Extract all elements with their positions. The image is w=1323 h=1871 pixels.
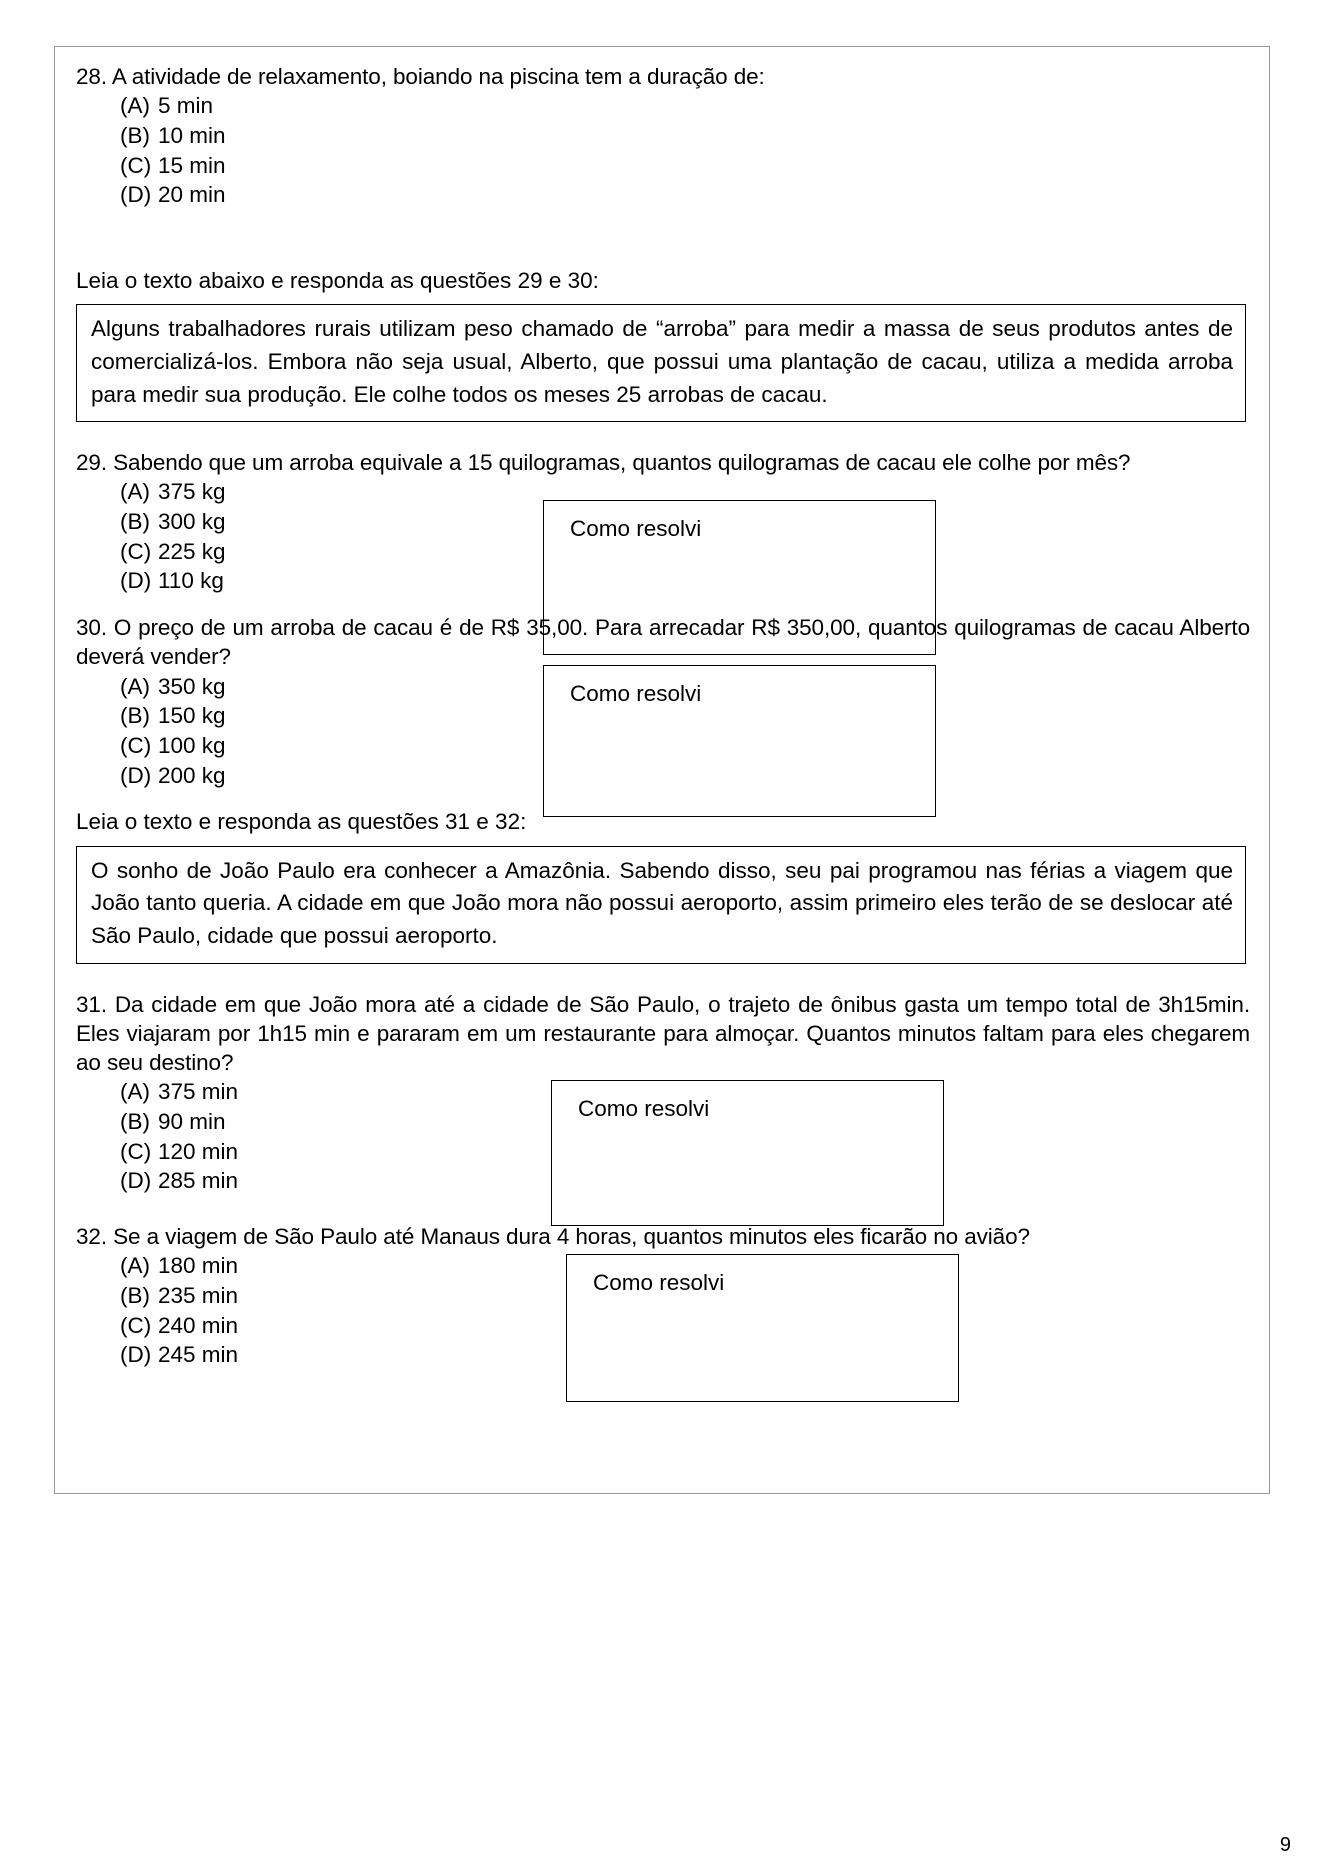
- reading-2-body: O sonho de João Paulo era conhecer a Amazônia. Sabendo disso, seu pai programou nas férias a viagem que João tanto queria. A cidade em que João mora não possui aeroporto, assim primeiro eles terão de se deslocar até São Paulo, cidade que possui aeroporto.: [91, 857, 1233, 948]
- alternative-b-text: 300 kg: [158, 509, 226, 535]
- alternative-d-key: (D): [120, 1342, 152, 1368]
- work-area-label: Como resolvi: [570, 681, 702, 707]
- alternative-b-key: (B): [120, 703, 150, 729]
- alternative-a-key: (A): [120, 93, 150, 119]
- alternative-c-text: 100 kg: [158, 733, 226, 758]
- alternative-c-key: (C): [120, 733, 152, 758]
- question-31: [76, 990, 1254, 1197]
- alternative-d-key: (D): [120, 568, 152, 594]
- alternative-d-key: (D): [120, 182, 152, 208]
- alternative-c-key: (C): [120, 1312, 152, 1338]
- alternative-a-text: 180 min: [158, 1253, 239, 1279]
- alternative-a-text: 350 kg: [158, 673, 226, 699]
- alternative-d-key: (D): [120, 1168, 152, 1194]
- alternative-c-text: 240 min: [158, 1312, 239, 1338]
- question-31-work-area[interactable]: [551, 1080, 944, 1226]
- reading-passage-2: [76, 807, 1254, 963]
- alternative-a-text: 375 min: [158, 1079, 239, 1105]
- alternative-d-text: 200 kg: [158, 762, 226, 788]
- spacer: [76, 295, 1254, 304]
- work-area-label: Como resolvi: [593, 1270, 725, 1295]
- alternative-a-key: (A): [120, 479, 150, 505]
- spacer: [76, 422, 1254, 448]
- question-29-stem: 29. Sabendo que um arroba equivale a 15 quilogramas, quantos quilogramas de cacau ele colhe por mês?: [76, 450, 1131, 476]
- alternative-d-text: 20 min: [158, 182, 226, 208]
- question-31-stem: 31. Da cidade em que João mora até a cidade de São Paulo, o trajeto de ônibus gasta um tempo total de 3h15min. Eles viajaram por 1h15 min e pararam em um restaurante para almoçar. Quantos minutos faltam para eles chegarem ao seu destino?: [76, 991, 1250, 1075]
- page-number: 9: [1279, 1834, 1291, 1856]
- alternative-c-text: 120 min: [158, 1138, 239, 1164]
- reading-1-lead-in: Leia o texto abaixo e responda as questões 29 e 30:: [76, 268, 599, 293]
- alternative-c-key: (C): [120, 1138, 152, 1164]
- reading-1-body: Alguns trabalhadores rurais utilizam peso chamado de “arroba” para medir a massa de seus produtos antes de comercializá-los. Embora não seja usual, Alberto, que possui uma plantação de cacau, utiliza a medida arroba para medir sua produção. Ele colhe todos os meses 25 arrobas de cacau.: [91, 316, 1233, 407]
- spacer: [76, 964, 1254, 990]
- reading-2-box: [76, 846, 1246, 964]
- question-28-alternatives: [76, 91, 1254, 210]
- reading-1-box: [76, 304, 1246, 422]
- work-area-label: Como resolvi: [578, 1095, 710, 1121]
- question-28: [76, 62, 1254, 210]
- question-30: [76, 613, 1254, 790]
- question-32: [76, 1222, 1254, 1370]
- alternative-c-key: (C): [120, 538, 152, 564]
- alternative-d[interactable]: [76, 180, 1254, 210]
- alternative-b-text: 90 min: [158, 1108, 226, 1134]
- question-29: [76, 448, 1254, 596]
- alternative-c-text: 225 kg: [158, 538, 226, 564]
- alternative-c-key: (C): [120, 152, 152, 178]
- alternative-a-key: (A): [120, 1079, 150, 1105]
- reading-2-lead-in: Leia o texto e responda as questões 31 e 32:: [76, 809, 527, 835]
- work-area-label: Como resolvi: [570, 516, 702, 542]
- alternative-a-key: (A): [120, 673, 150, 699]
- question-32-stem: 32. Se a viagem de São Paulo até Manaus dura 4 horas, quantos minutos eles ficarão no avião?: [76, 1224, 1030, 1249]
- alternative-b-text: 235 min: [158, 1282, 239, 1308]
- alternative-a-text: 5 min: [158, 93, 214, 119]
- reading-passage-1: [76, 266, 1254, 422]
- alternative-a-text: 375 kg: [158, 479, 226, 505]
- alternative-d-text: 245 min: [158, 1342, 239, 1368]
- alternative-c[interactable]: [76, 151, 1254, 181]
- question-30-work-area[interactable]: [543, 665, 936, 817]
- question-28-stem: 28. A atividade de relaxamento, boiando na piscina tem a duração de:: [76, 64, 765, 89]
- alternative-a-key: (A): [120, 1253, 150, 1279]
- spacer: [76, 837, 1254, 846]
- alternative-b-text: 150 kg: [158, 703, 226, 729]
- alternative-b-key: (B): [120, 509, 150, 535]
- alternative-d-text: 285 min: [158, 1168, 239, 1194]
- alternative-b-key: (B): [120, 122, 150, 148]
- alternative-b-key: (B): [120, 1108, 150, 1134]
- page-content: [76, 62, 1254, 1370]
- alternative-a[interactable]: [76, 91, 1254, 121]
- spacer: [76, 210, 1254, 266]
- alternative-b[interactable]: [76, 121, 1254, 151]
- question-30-stem: 30. O preço de um arroba de cacau é de R$ 35,00. Para arrecadar R$ 350,00, quantos quilogramas de cacau Alberto deverá vender?: [76, 615, 1250, 670]
- alternative-c-text: 15 min: [158, 152, 226, 178]
- alternative-b-text: 10 min: [158, 122, 226, 148]
- alternative-d-key: (D): [120, 762, 152, 788]
- question-32-work-area[interactable]: [566, 1254, 959, 1402]
- alternative-d-text: 110 kg: [158, 568, 224, 594]
- alternative-b-key: (B): [120, 1282, 150, 1308]
